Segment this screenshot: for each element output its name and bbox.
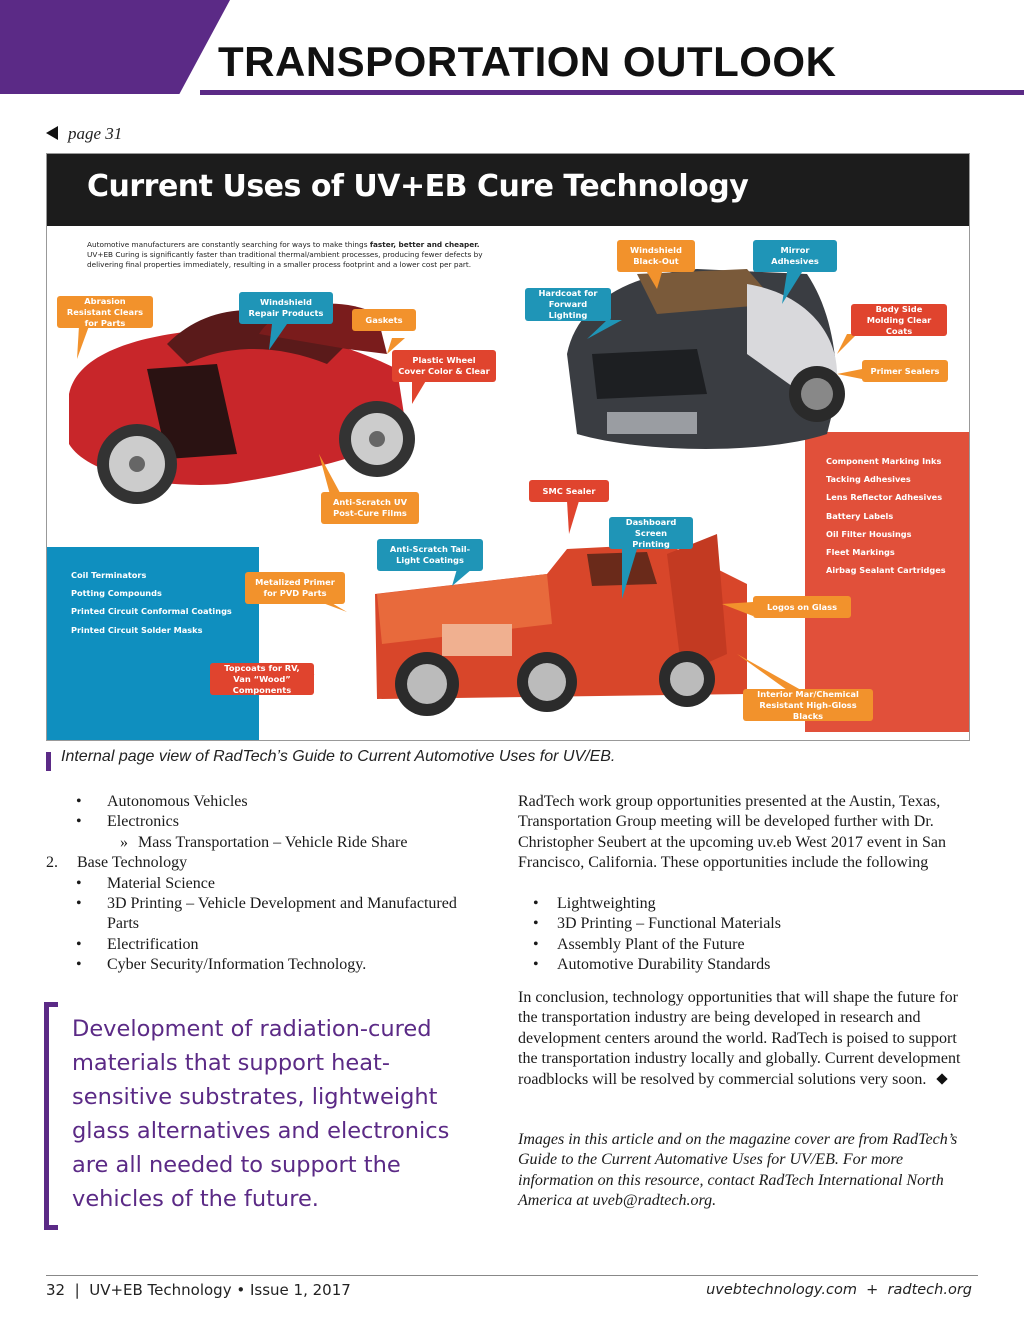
callout-body-side: Body Side Molding Clear Coats [851,304,947,336]
list-item: Cyber Security/Information Technology. [107,956,367,974]
callout-primer: Primer Sealers [862,360,948,382]
list-item: Oil Filter Housings [826,528,912,539]
callout-windshield-blackout: Windshield Black-Out [617,240,695,272]
list-item: Tacking Adhesives [826,474,911,485]
caption-marker [46,752,51,771]
electronics-uses-list [71,566,232,639]
list-item: Base Technology [77,854,188,872]
list-item: Lightweighting [557,895,656,912]
opportunities-list [518,894,978,984]
end-mark-icon [937,1073,948,1084]
callout-metalized: Metalized Primer for PVD Parts [245,572,345,604]
header-accent-band [0,0,230,94]
page-continuation-link[interactable] [46,124,122,144]
callout-interior: Interior Mar/Chemical Resistant High-Gloss Blacks [743,689,873,721]
image-credits: Images in this article and on the magazine cover are from RadTech’s Guide to the Current Automative Uses for UV/EB. For more information on this resource, contact RadTech International North America at uveb@radtech.org. [518,1131,958,1210]
list-item: Battery Labels [826,510,894,521]
bullet-marker: • [76,874,82,892]
list-item: Autonomous Vehicles [107,793,248,810]
list-item: Fleet Markings [826,547,895,558]
list-item: Potting Compounds [71,588,162,599]
list-item: Automotive Durability Standards [557,956,771,974]
infographic-title: Current Uses of UV+EB Cure Technology [87,169,749,204]
list-item: Electrification [107,935,199,953]
callout-tail-light: Anti-Scratch Tail-Light Coatings [377,539,483,571]
list-item: Electronics [107,813,179,831]
list-item: Printed Circuit Conformal Coatings [71,606,232,617]
list-item: Material Science [107,874,215,892]
pull-quote-bracket [44,1002,58,1230]
bullet-marker: • [76,813,82,831]
list-item: Component Marking Inks [826,456,942,466]
bullet-marker: • [76,935,82,953]
conclusion-paragraph: In conclusion, technology opportunities that will shape the future for the transportation industry are being developed in research and development centers around the world. RadTech is poised to support the transportation industry locally and globally. Current development roadblocks will be resolved by commercial solutions very soon. [518,989,961,1088]
list-item: Printed Circuit Solder Masks [71,624,203,635]
footer-issue-info: 32 | UV+EB Technology • Issue 1, 2017 [46,1281,351,1299]
list-item: 3D Printing – Vehicle Development and Manufactured [107,895,457,912]
opportunities-paragraph: RadTech work group opportunities presented at the Austin, Texas, Transportation Group meeting will be developed further with Dr. Christopher Seubert at the upcoming uv.eb West 2017 event in San Francisco, California. These opportunities include the following [518,793,946,872]
bullet-marker: • [533,935,539,953]
list-item: 3D Printing – Functional Materials [557,915,781,933]
callout-topcoats: Topcoats for RV, Van “Wood” Components [210,663,314,695]
callout-abrasion: Abrasion Resistant Clears for Parts [57,296,153,328]
callout-smc: SMC Sealer [529,480,609,502]
callout-gaskets: Gaskets [352,309,416,331]
header-rule [200,90,1024,95]
bullet-marker: • [533,895,539,912]
figure-caption: Internal page view of RadTech’s Guide to Current Automotive Uses for UV/EB. [61,748,616,765]
list-subitem: Mass Transportation – Vehicle Ride Share [138,833,408,851]
list-number: 2. [46,854,58,872]
bullet-marker: • [76,895,82,912]
uv-eb-infographic [46,153,970,741]
callout-plastic-wheel: Plastic Wheel Cover Color & Clear [392,350,496,382]
sports-car-illustration [69,304,415,504]
bullet-marker: • [76,793,82,810]
back-arrow-icon [46,126,58,140]
footer-websites[interactable]: uvebtechnology.com + radtech.org [706,1282,972,1298]
component-uses-list [826,452,946,579]
callout-anti-scratch-uv: Anti-Scratch UV Post-Cure Films [321,492,419,524]
callout-hardcoat: Hardcoat for Forward Lighting [525,288,611,321]
list-item: Airbag Sealant Cartridges [826,565,946,576]
bullet-marker: • [533,915,539,933]
infographic-intro: Automotive manufacturers are constantly searching for ways to make things faster, better and cheaper. UV+EB Curing is significantly faster than traditional thermal/ambient processes, producing fewer defects by delivering final properties immediately, resulting in a smaller process footprint and a lower cost per part. [87,240,483,269]
list-item: Coil Terminators [71,570,147,580]
technology-list [46,792,496,982]
list-item: Assembly Plant of the Future [557,935,745,953]
bullet-marker: • [76,956,82,974]
callout-windshield-repair: Windshield Repair Products [239,292,333,324]
callout-dashboard: Dashboard Screen Printing [609,517,693,549]
pull-quote: Development of radiation-cured materials that support heat-sensitive substrates, lightweight glass alternatives and electronics are all needed to support the vehicles of the future. [72,1016,450,1212]
section-title: TRANSPORTATION OUTLOOK [218,38,837,85]
page-ref-label: page 31 [68,124,123,143]
callout-logos: Logos on Glass [753,596,851,618]
callout-mirror: Mirror Adhesives [753,240,837,272]
footer-rule [46,1275,978,1276]
list-item-continuation: Parts [107,915,139,933]
bullet-marker: • [533,956,539,974]
sub-bullet-marker: » [120,833,128,851]
list-item: Lens Reflector Adhesives [826,492,943,503]
